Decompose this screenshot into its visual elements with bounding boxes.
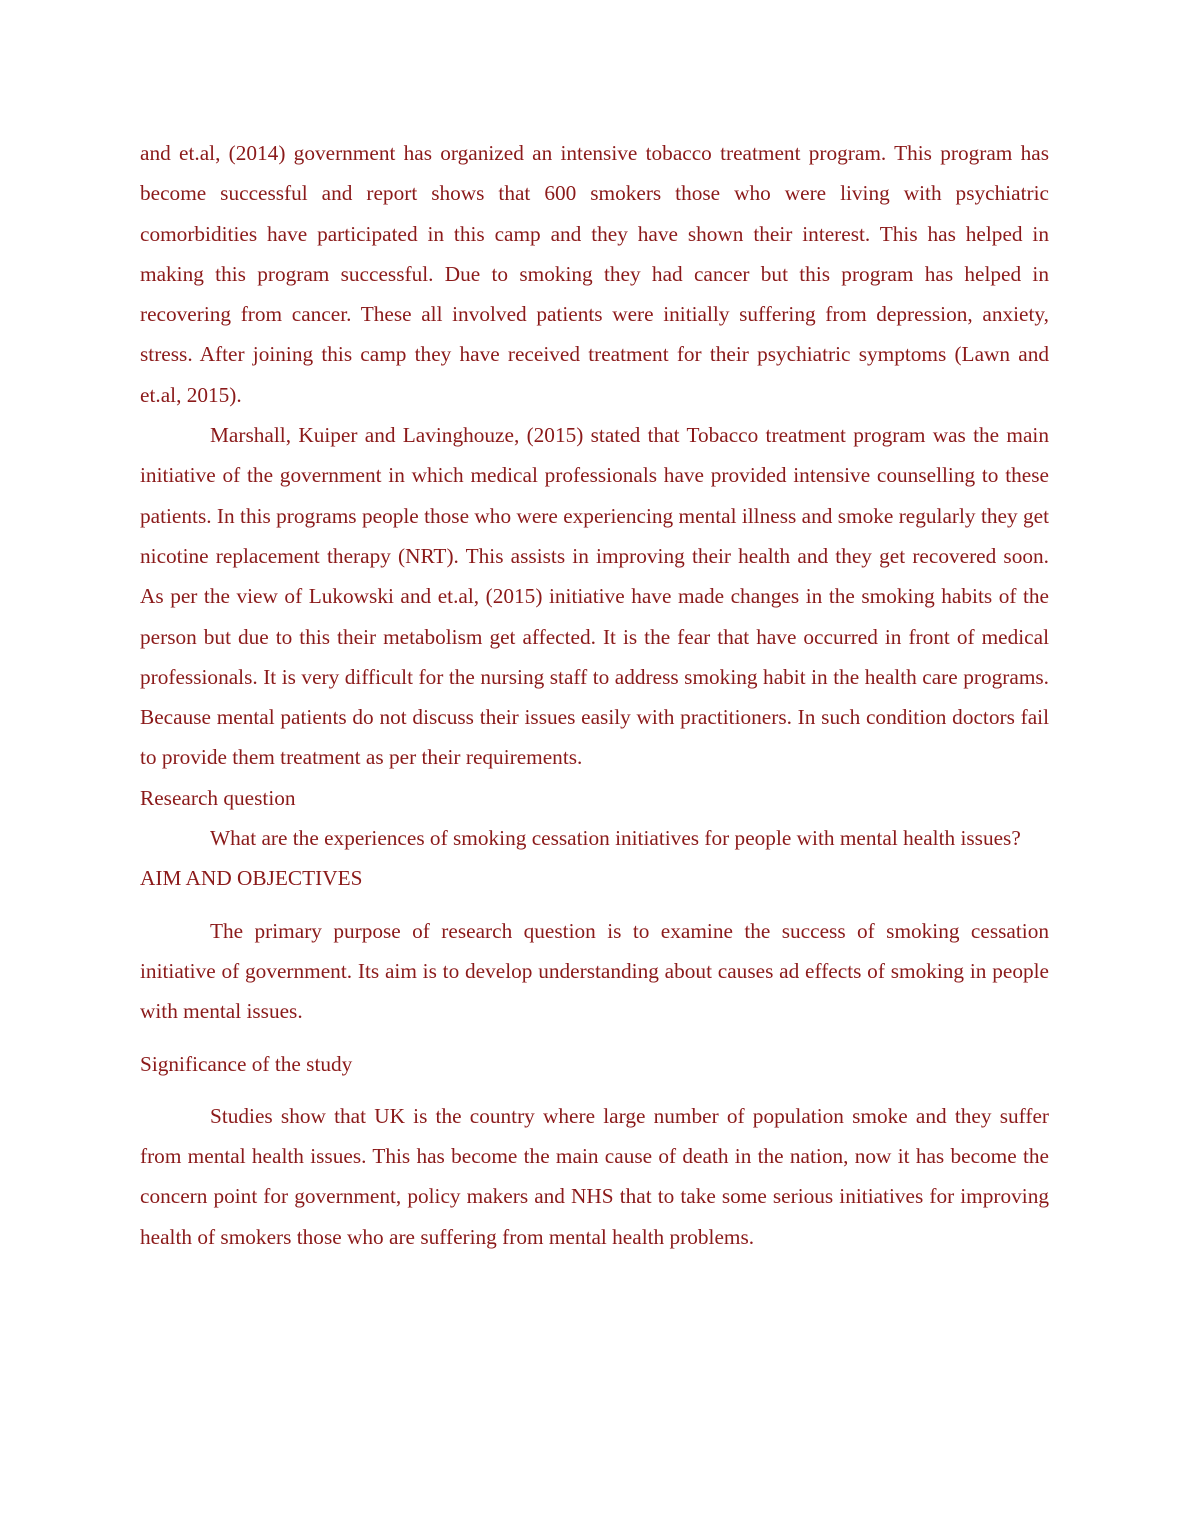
paragraph-marshall-study: Marshall, Kuiper and Lavinghouze, (2015) stated that Tobacco treatment program was the main initiative of the government in which medical professionals have provided intensive counselling to these patients. In this programs people those who were experiencing mental illness and smoke regularly they get nicotine replacement therapy (NRT). This assists in improving their health and they get recovered soon. As per the view of Lukowski and et.al, (2015) initiative have made changes in the smoking habits of the person but due to this their metabolism get affected. It is the fear that have occurred in front of medical professionals. It is very difficult for the nursing staff to address smoking habit in the health care programs. Because mental patients do not discuss their issues easily with practitioners. In such condition doctors fail to provide them treatment as per their requirements. xyxy=(140,423,1049,770)
document-page xyxy=(140,133,1049,1257)
paragraph-research-question: What are the experiences of smoking cessation initiatives for people with mental health issues? xyxy=(210,826,1021,851)
heading-significance: Significance of the study xyxy=(140,1051,353,1076)
heading-aim-objectives: AIM AND OBJECTIVES xyxy=(140,866,363,891)
paragraph-significance: Studies show that UK is the country where large number of population smoke and they suffer from mental health issues. This has become the main cause of death in the nation, now it has become the concern point for government, policy makers and NHS that to take some serious initiatives for improving health of smokers those who are suffering from mental health problems. xyxy=(140,1103,1049,1249)
paragraph-tobacco-program: and et.al, (2014) government has organized an intensive tobacco treatment program. This program has become successful and report shows that 600 smokers those who were living with psychiatric comorbidities have participated in this camp and they have shown their interest. This has helped in making this program successful. Due to smoking they had cancer but this program has helped in recovering from cancer. These all involved patients were initially suffering from depression, anxiety, stress. After joining this camp they have received treatment for their psychiatric symptoms (Lawn and et.al, 2015). xyxy=(140,141,1049,407)
heading-research-question: Research question xyxy=(140,785,296,810)
paragraph-aim: The primary purpose of research question is to examine the success of smoking cessation initiative of government. Its aim is to develop understanding about causes ad effects of smoking in people with mental issues. xyxy=(140,918,1049,1024)
